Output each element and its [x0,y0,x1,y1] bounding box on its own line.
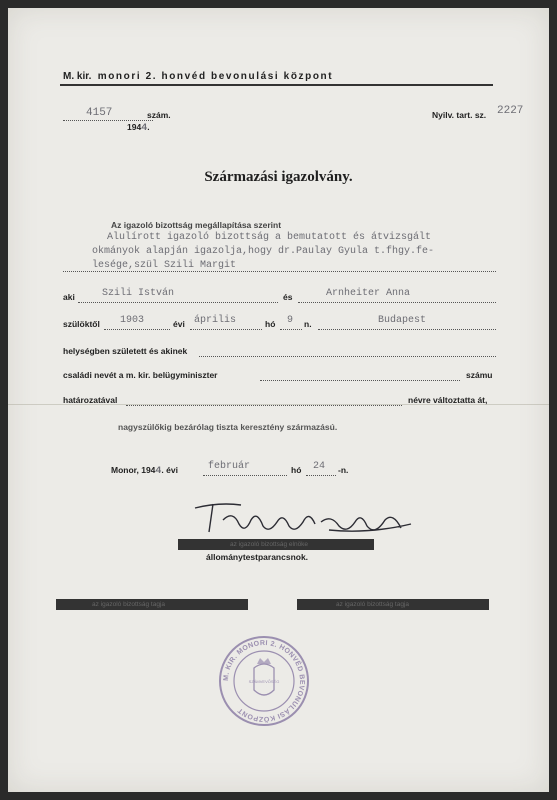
signature-title: állománytestparancsnok. [206,552,309,562]
birth-year: 1903 [120,315,145,326]
document-title: Származási igazolvány. [204,169,353,185]
csaladi-line: családi nevét a m. kir. belügyminiszter [63,370,218,380]
intro-typed-line-2: okmányok alapján igazolja,hogy dr.Paulay Gyula t.fhgy.fe- [92,246,435,257]
left-signature-caption: az igazoló bizottság tagja [92,601,165,608]
right-signature-caption: az igazoló bizottság tagja [336,601,409,608]
nevre-label: névre változtatta át, [408,395,488,405]
hatarozataval-line: határozatával [63,395,118,405]
birth-day: 9 [287,315,294,326]
official-stamp [217,634,311,728]
dots-csaladi [260,380,460,381]
date-evi: . évi [161,465,178,475]
year-period: . [147,122,150,132]
registry-label: Nyilv. tart. sz. [432,110,487,120]
szulotol-label: szülöktől [63,319,100,329]
dots-day [280,329,302,330]
dots-father [78,302,278,303]
year-suffix: 4 [141,123,148,134]
intro-printed: Az igazoló bizottság megállapítása szerint [111,220,282,230]
nagyszulo-line: nagyszülőkig bezárólag tiszta keresztény származású. [118,422,338,432]
mother-name: Arnheiter Anna [326,288,411,299]
aki-label: aki [63,292,75,302]
dots-helysegben [199,356,496,357]
date-day: 24 [313,461,326,472]
dots-mother [298,302,496,303]
birth-month: április [194,315,237,326]
stamp-inner-text: SZÁMVEVŐSÉG [248,679,280,684]
stamp-ring-text: M. KIR. MONORI 2. HONVÉD BEVONULÁSI KÖZPONT [222,639,306,723]
dots-year [104,329,170,330]
date-line [111,465,178,477]
dots-number [63,120,153,121]
szam-label: szám. [147,110,171,120]
registry-number: 2227 [497,105,524,117]
header [63,71,333,82]
header-rule [60,84,493,86]
birth-place: Budapest [378,315,427,326]
date-month: február [208,461,251,472]
signature-scribble [189,498,415,540]
ho-label: hó [265,319,276,329]
szamu-label: számu [466,370,493,380]
dots-hatarozataval [126,405,402,406]
dots-date-month [203,475,287,476]
reference-number: 4157 [86,107,113,119]
dots-date-day [306,475,336,476]
date-ho: hó [291,465,302,475]
es-label: és [283,292,293,302]
dots-month [190,329,262,330]
reference-year [127,122,150,134]
father-name: Szili István [102,288,175,299]
signature-caption: az igazoló bizottság elnöke [230,541,309,548]
dots-intro [63,271,496,272]
date-place: Monor, 194 [111,465,156,475]
intro-typed-line-3: lesége,szül Szili Margit [92,260,237,271]
year-prefix: 194 [127,122,142,132]
header-prefix: M. kir. [63,71,92,82]
header-unit: monori 2. honvéd bevonulási központ [97,71,334,82]
helysegben-line: helységben született és akinek [63,346,188,356]
date-year-digit: 4 [155,466,162,477]
evi-label: évi [173,319,185,329]
dots-place [318,329,496,330]
intro-typed-line-1: Alulírott igazoló bizottság a bemutatott és átvizsgált [107,232,432,243]
n-label: n. [304,319,312,329]
document-sheet [8,8,549,792]
date-n: -n. [338,465,349,475]
